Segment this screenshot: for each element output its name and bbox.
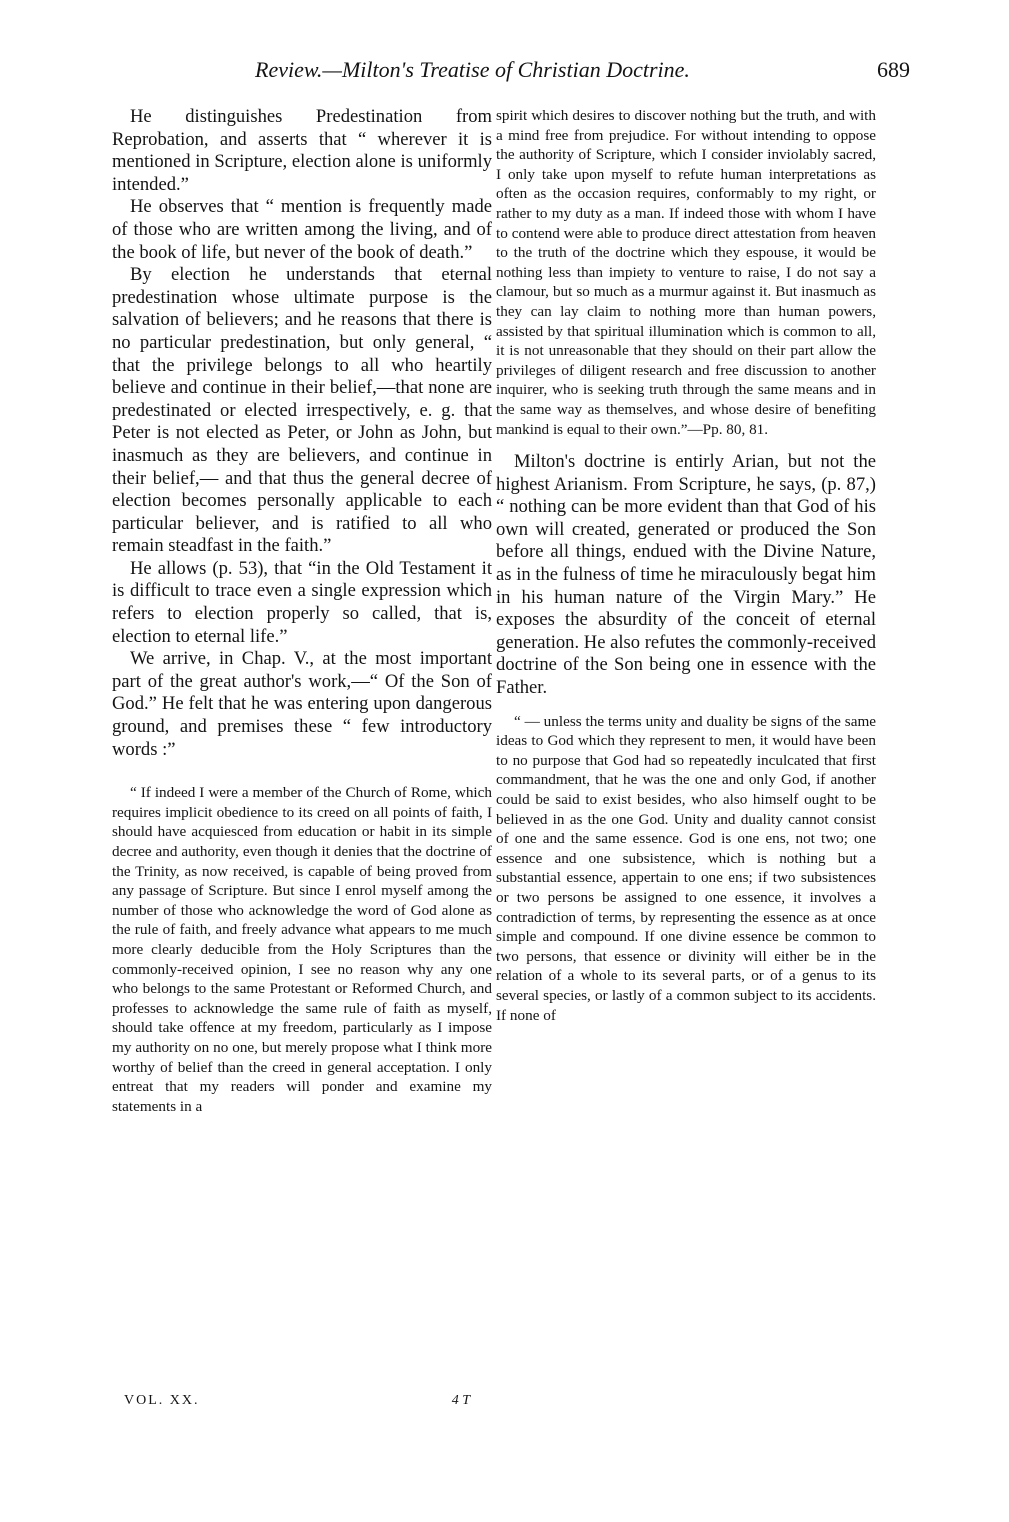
left-column	[112, 106, 492, 1116]
paragraph: He observes that “ mention is frequently made of those who are written among the living, and of the book of life, but never of the book of death.”	[112, 196, 492, 263]
right-column	[496, 106, 876, 1025]
running-head	[110, 50, 910, 90]
block-quote: “ — unless the terms unity and duality be signs of the same ideas to God which they represent to men, it would have been to no purpose that God had so repeatedly inculcated that first commandment, that he was the one and only God, if another could be said to exist besides, who also himself ought to be believed in as the one God. Unity and duality cannot consist of one and the same essence. God is one ens, not two; one essence and one subsistence, which is nothing but a substantial essence, appertain to one ens; if two subsistences or two persons be assigned to one essence, it involves a contradiction of terms, by representing the essence as at once simple and compound. If one divine essence be common to two persons, that essence or divinity will either be in the relation of a whole to its several parts, or of a genus to its several species, or lastly of a common subject to its accidents. If none of	[496, 712, 876, 1024]
running-head-title: Review.—Milton's Treatise of Christian Doctrine.	[255, 57, 690, 82]
block-quote: “ If indeed I were a member of the Church of Rome, which requires implicit obedience to its creed on all points of faith, I should have acquiesced from education or habit in its simple decree and authority, even though it denies that the doctrine of the Trinity, as now received, is capable of being proved from any passage of Scripture. But since I enrol myself among the number of those who acknowledge the word of God alone as the rule of faith, and freely advance what appears to me much more clearly deducible from the Holy Scriptures than the commonly-received opinion, I see no reason why any one who belongs to the same Protestant or Reformed Church, and professes to acknowledge the same rule of faith as myself, should take offence at my freedom, particularly as I impose my authority on no one, but merely propose what I think more worthy of belief than the creed in general acceptation. I only entreat that my readers will ponder and examine my statements in a	[112, 784, 492, 1115]
page-footer	[112, 1390, 492, 1412]
signature-mark: 4 T	[451, 1393, 470, 1408]
paragraph: We arrive, in Chap. V., at the most important part of the great author's work,—“ Of the Son of God.” He felt that he was entering upon dangerous ground, and premises these “ few introductory words :”	[112, 648, 492, 760]
page-number: 689	[877, 57, 910, 82]
volume-label: VOL. XX.	[124, 1393, 200, 1408]
paragraph: By election he understands that eternal predestination whose ultimate purpose is the salvation of believers; and he reasons that there is no particular predestination, but only general, “ that the privilege belongs to all who heartily believe and continue in their belief,—that none are predestinated or elected irrespectively, e. g. that Peter is not elected as Peter, or John as John, but inasmuch as they are believers, and continue in their belief,— and that thus the general decree of election becomes personally applicable to each particular believer, and is ratified to all who remain steadfast in the faith.”	[112, 264, 492, 557]
spacer	[496, 700, 876, 712]
spacer	[112, 761, 492, 783]
paragraph: Milton's doctrine is entirly Arian, but not the highest Arianism. From Scripture, he says, (p. 87,) “ nothing can be more evident than that God of his own will created, generated or produced the Son before all things, endued with the Divine Nature, as in the fulness of time he miraculously begat him in his human nature of the Virgin Mary.” He exposes the absurdity of the conceit of eternal generation. He also refutes the commonly-received doctrine of the Son being one in essence with the Father.	[496, 451, 876, 699]
block-quote-continued: spirit which desires to discover nothing but the truth, and with a mind free from prejudice. For without intending to oppose the authority of Scripture, which I consider inviolably sacred, I only take upon myself to refute human interpretations as often as the occasion requires, conformably to my right, or rather to my duty as a man. If indeed those with whom I have to contend were able to produce direct attestation from heaven to the truth of the doctrine which they espouse, it would be nothing less than impiety to venture to raise, I do not say a clamour, but so much as a murmur against it. But inasmuch as they can lay claim to nothing more than human powers, assisted by that spiritual illumination which is common to all, it is not unreasonable that they should on their part allow the privileges of diligent research and free discussion to another inquirer, who is seeking truth through the same means and in the same way as themselves, and whose desire of benefiting mankind is equal to their own.”—Pp. 80, 81.	[496, 107, 876, 438]
spacer	[496, 439, 876, 451]
paragraph: He allows (p. 53), that “in the Old Testament it is difficult to trace even a single expression which refers to election properly so called, that is, election to eternal life.”	[112, 557, 492, 647]
paragraph: He distinguishes Predestination from Reprobation, and asserts that “ wherever it is mentioned in Scripture, election alone is uniformly intended.”	[112, 106, 492, 195]
